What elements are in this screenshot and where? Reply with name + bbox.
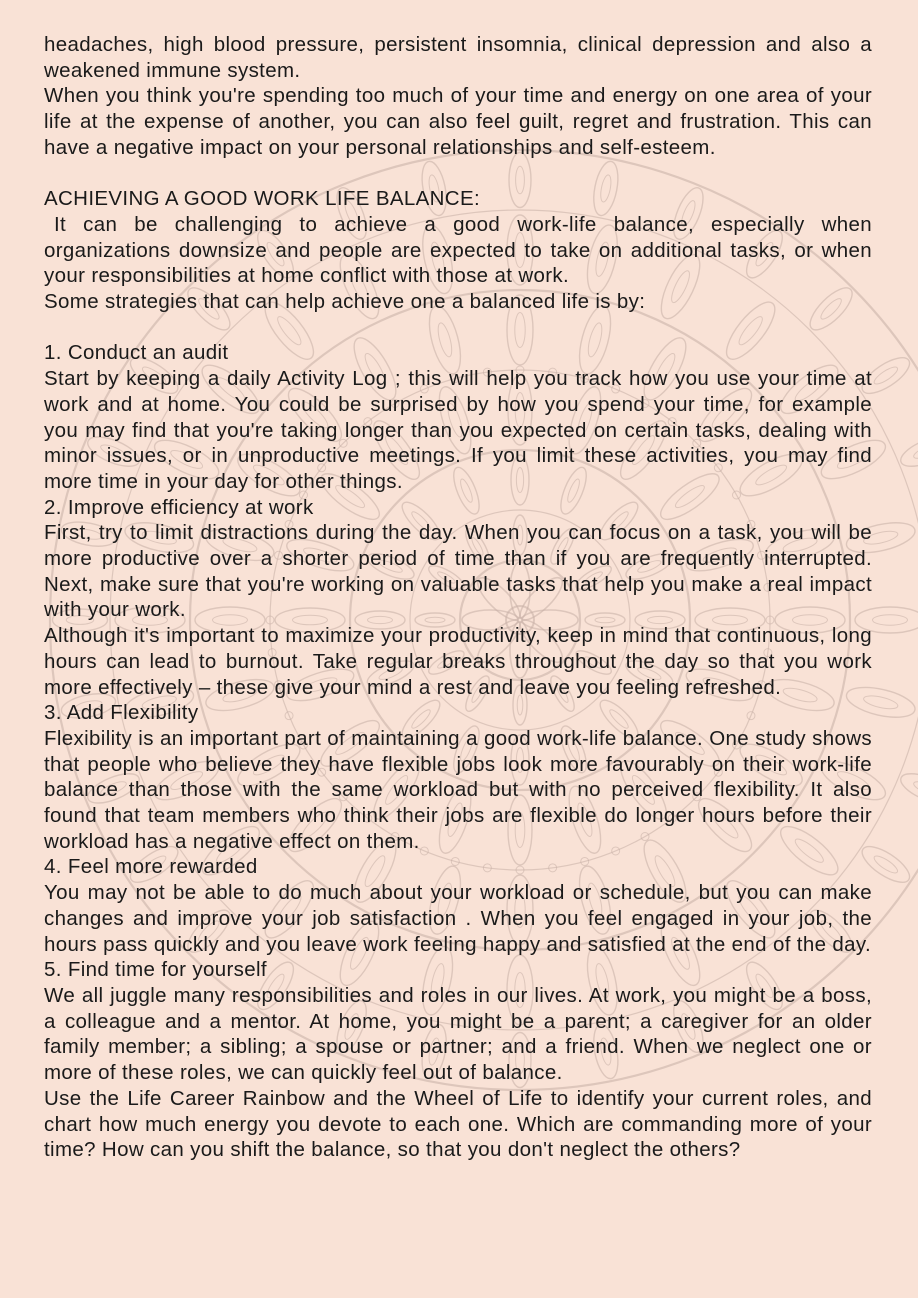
strategy-4: [44, 854, 872, 957]
strategy-title: 5. Find time for yourself: [44, 958, 267, 982]
strategy-paragraph: We all juggle many responsibilities and roles in our lives. At work, you might be a boss, a colleague and a mentor. At home, you might be a parent; a caregiver for an older family member; a sibling; a spouse or partner; and a friend. When we neglect one or more of these roles, we can quickly feel out of balance.: [44, 983, 872, 1085]
strategy-paragraph: Although it's important to maximize your productivity, keep in mind that continuous, long hours can lead to burnout. Take regular breaks throughout the day so that you work more effectively – these give your mind a rest and leave you feeling refreshed.: [44, 624, 872, 699]
spacer: [44, 315, 872, 341]
strategy-3: [44, 700, 872, 854]
strategy-title: 4. Feel more rewarded: [44, 855, 258, 879]
section-paragraph-1: [44, 212, 872, 289]
strategy-title: 1. Conduct an audit: [44, 341, 229, 365]
section-paragraph-2: Some strategies that can help achieve one a balanced life is by:: [44, 290, 646, 314]
section-paragraph-1-text: It can be challenging to achieve a good work-life balance, especially when organizations downsize and people are expected to take on additional tasks, or when your responsibilities at home conflict with those at work.: [44, 212, 872, 288]
strategy-5: [44, 957, 872, 1163]
strategy-1: [44, 340, 872, 494]
strategy-paragraph: Start by keeping a daily Activity Log ; this will help you track how you use your time at work and at home. You could be surprised by how you spend your time, for example you may find that you're taking longer than you expected on certain tasks, dealing with minor issues, or in unproductive meetings. If you limit these activities, you may find more time in your day for other things.: [44, 367, 872, 493]
document-body: [44, 32, 872, 1163]
strategy-title: 2. Improve efficiency at work: [44, 495, 314, 519]
strategy-paragraph: Use the Life Career Rainbow and the Wheel of Life to identify your current roles, and chart how much energy you devote to each one. Which are commanding more of your time? How can you shift the balance, so that you don't neglect the others?: [44, 1086, 872, 1162]
intro-paragraph-2: When you think you're spending too much of your time and energy on one area of your life at the expense of another, you can also feel guilt, regret and frustration. This can have a negative impact on your personal relationships and self-esteem.: [44, 84, 872, 159]
strategy-paragraph: You may not be able to do much about your workload or schedule, but you can make changes and improve your job satisfaction . When you feel engaged in your job, the hours pass quickly and you leave work feeling happy and satisfied at the end of the day.: [44, 881, 872, 956]
intro-paragraph-1: headaches, high blood pressure, persistent insomnia, clinical depression and also a weakened immune system.: [44, 33, 872, 82]
strategy-2: [44, 495, 872, 701]
strategy-paragraph: First, try to limit distractions during the day. When you can focus on a task, you will be more productive over a shorter period of time than if you are frequently interrupted. Next, make sure that you're working on valuable tasks that help you make a real impact with your work.: [44, 521, 872, 622]
strategy-title: 3. Add Flexibility: [44, 701, 199, 725]
spacer: [44, 161, 872, 187]
strategy-paragraph: Flexibility is an important part of maintaining a good work-life balance. One study shows that people who believe they have flexible jobs look more favourably on their work-life balance than those with the same workload but with no perceived flexibility. It also found that team members who think their jobs are flexible do longer hours before their workload has a negative effect on them.: [44, 726, 872, 853]
section-heading: ACHIEVING A GOOD WORK LIFE BALANCE:: [44, 187, 481, 211]
